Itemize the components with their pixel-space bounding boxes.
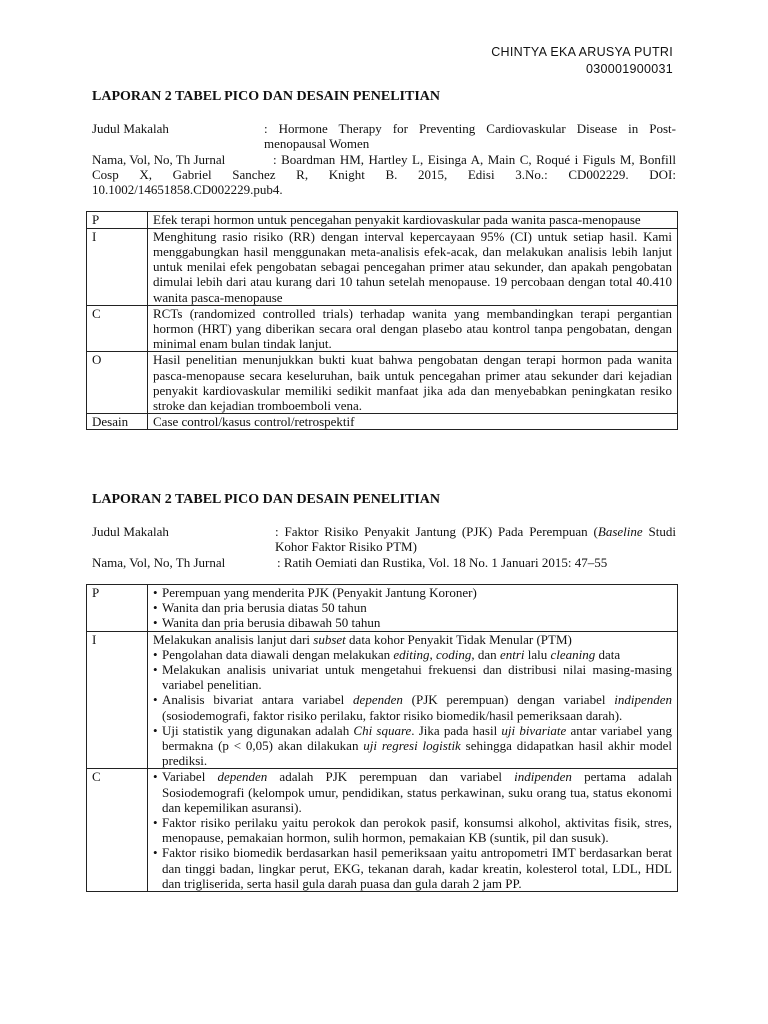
row-key: I — [87, 631, 148, 769]
emphasis: subset — [313, 631, 346, 647]
pico-row-p — [87, 212, 678, 228]
list-item: • Melakukan analisis univariat untuk mengetahui frekuensi dan distribusi nilai masing-masing variabel penelitian. — [153, 662, 672, 692]
article-meta — [92, 524, 676, 570]
pico-row-i — [87, 228, 678, 305]
pico-row-desain — [87, 414, 678, 430]
list-item — [153, 647, 672, 662]
text: data — [595, 646, 621, 662]
list-item: • Wanita dan pria berusia diatas 50 tahun — [153, 600, 672, 615]
pico-table — [86, 211, 678, 430]
journal-value: : Ratih Oemiati dan Rustika, Vol. 18 No. 1 Januari 2015: 47–55 — [277, 554, 608, 570]
text: , dan — [471, 646, 500, 662]
list-item: • Faktor risiko perilaku yaitu perokok dan perokok pasif, konsumsi alkohol, aktivitas fisik, stres, menopause, pemakaian hormon, sulih hormon, pemakaian KB (suntik, pil dan susuk). — [153, 815, 672, 845]
title-value: : Hormone Therapy for Preventing Cardiovaskular Disease in Post-menopausal Women — [264, 121, 676, 152]
journal-label: Nama, Vol, No, Th Jurnal — [92, 554, 226, 570]
text: (PJK perempuan) dengan variabel — [402, 692, 615, 708]
pico-row-c — [87, 305, 678, 352]
emphasis: editing, coding — [393, 646, 472, 662]
text: data kohor Penyakit Tidak Menular (PTM) — [345, 631, 572, 647]
article-meta — [92, 121, 676, 197]
bullet-list — [153, 769, 672, 891]
text: Uji statistik yang digunakan adalah — [162, 722, 354, 738]
emphasis: indipenden — [514, 769, 572, 785]
bullet-list — [153, 647, 672, 769]
row-key: C — [87, 769, 148, 892]
text: pertama adalah Sosiodemografi (kelompok umur, pendidikan, status perkawinan, suku orang tua, status ekonomi dan kepemilikan asuransi). — [162, 769, 673, 815]
emphasis: dependen — [353, 692, 403, 708]
pico-row-p — [87, 584, 678, 631]
text: antar variabel yang bermakna (p < 0,05) akan dilakukan — [162, 722, 672, 753]
list-item — [153, 723, 672, 769]
section-heading: LAPORAN 2 TABEL PICO DAN DESAIN PENELITIAN — [92, 89, 440, 104]
text: (sosiodemografi, faktor risiko perilaku, faktor risiko biomedik/hasil pemeriksaan darah). — [162, 707, 623, 723]
row-key: O — [87, 352, 148, 414]
list-item — [153, 692, 672, 722]
journal-value: : Boardman HM, Hartley L, Eisinga A, Main C, Roqué i Figuls M, Bonfill Cosp X, Gabriel Sanchez R, Knight B. 2015, Edisi 3.No.: CD002229. DOI: 10.1002/14651858.CD002229.pub4. — [92, 151, 676, 198]
row-key: I — [87, 228, 148, 305]
row-text: Efek terapi hormon untuk pencegahan penyakit kardiovaskular pada wanita pasca-menopause — [148, 212, 678, 228]
pico-row-o — [87, 352, 678, 414]
list-item: • Faktor risiko biomedik berdasarkan hasil pemeriksaan yaitu antropometri IMT berdasarkan berat dan tinggi badan, lingkar perut, EKG, tekanan darah, kadar kreatin, kolesterol total, LDL, HDL dan trigliserida, serta hasil gula darah puasa dan gula darah 2 jam PP. — [153, 845, 672, 891]
author-id: 030001900031 — [585, 62, 673, 76]
text: . Jika pada hasil — [411, 722, 502, 738]
row-text: Menghitung rasio risiko (RR) dengan interval kepercayaan 95% (CI) untuk setiap hasil. Kami menggabungkan hasil menggunakan meta-analisis efek-acak, dan melakukan analisis lebih lanjut untuk menilai efek pengobatan sebagai pencegahan primer atau sekunder, dan apakah pengobatan dimulai lebih dari atau kurang dari 10 tahun setelah menopause. 19 percobaan dengan total 40.410 wanita pasca-menopause — [148, 228, 678, 305]
row-text: Case control/kasus control/retrospektif — [148, 414, 678, 430]
author-name: CHINTYA EKA ARUSYA PUTRI — [491, 45, 673, 59]
emphasis: uji bivariate — [501, 722, 567, 738]
title-row — [92, 121, 676, 152]
row-key: Desain — [87, 414, 148, 430]
list-item — [153, 769, 672, 815]
list-item: • Wanita dan pria berusia dibawah 50 tahun — [153, 615, 672, 630]
text: Variabel — [162, 769, 218, 785]
emphasis: cleaning — [550, 646, 596, 662]
row-text: RCTs (randomized controlled trials) terhadap wanita yang membandingkan terapi pergantian hormon (HRT) yang diberikan secara oral dengan plasebo atau kontrol tanpa pengobatan, dengan minimal enam bulan tindak lanjut. — [148, 305, 678, 352]
row-text — [148, 769, 678, 892]
title-emphasis: Baseline — [597, 524, 643, 539]
bullet-list — [153, 585, 672, 631]
journal-row — [92, 555, 676, 570]
text: Analisis bivariat antara variabel — [162, 692, 354, 708]
emphasis: dependen — [217, 769, 268, 785]
emphasis: indipenden — [614, 692, 672, 708]
report-section-2 — [92, 491, 676, 892]
text: Pengolahan data diawali dengan melakukan — [162, 646, 394, 662]
text: lalu — [524, 646, 551, 662]
emphasis: entri — [499, 646, 525, 662]
emphasis: Chi square — [353, 722, 412, 738]
pico-row-i — [87, 631, 678, 769]
text: sehingga didapatkan hasil akhir model prediksi. — [162, 737, 672, 769]
row-key: P — [87, 212, 148, 228]
author-block — [491, 44, 673, 78]
row-text: Hasil penelitian menunjukkan bukti kuat bahwa pengobatan dengan terapi hormon pada wanita pasca-menopause secara keseluruhan, baik untuk pencegahan primer atau sekunder dari kejadian penyakit kardiovaskular memiliki sedikit manfaat jika ada dan menyebabkan peningkatan resiko stroke dan kejadian tromboemboli vena. — [148, 352, 678, 414]
journal-row — [92, 152, 676, 198]
report-section-1 — [92, 88, 676, 430]
title-value — [275, 524, 676, 555]
pico-table — [86, 584, 678, 892]
row-text — [148, 631, 678, 769]
title-text: : Faktor Risiko Penyakit Jantung (PJK) Pada Perempuan ( — [275, 524, 598, 539]
text: Melakukan analisis lanjut dari — [153, 631, 314, 647]
text: adalah PJK perempuan dan variabel — [267, 769, 515, 785]
title-label: Judul Makalah — [92, 121, 169, 136]
title-text-end: Studi Kohor Faktor Risiko PTM) — [275, 524, 676, 555]
list-item: • Perempuan yang menderita PJK (Penyakit Jantung Koroner) — [153, 585, 672, 600]
pico-row-c — [87, 769, 678, 892]
title-row — [92, 524, 676, 555]
row-key: C — [87, 305, 148, 352]
emphasis: uji regresi logistik — [363, 737, 461, 753]
section-heading: LAPORAN 2 TABEL PICO DAN DESAIN PENELITIAN — [92, 492, 440, 507]
title-label: Judul Makalah — [92, 524, 169, 539]
journal-label: Nama, Vol, No, Th Jurnal — [92, 151, 226, 167]
row-text — [148, 584, 678, 631]
row-key: P — [87, 584, 148, 631]
intro-text — [153, 632, 672, 647]
